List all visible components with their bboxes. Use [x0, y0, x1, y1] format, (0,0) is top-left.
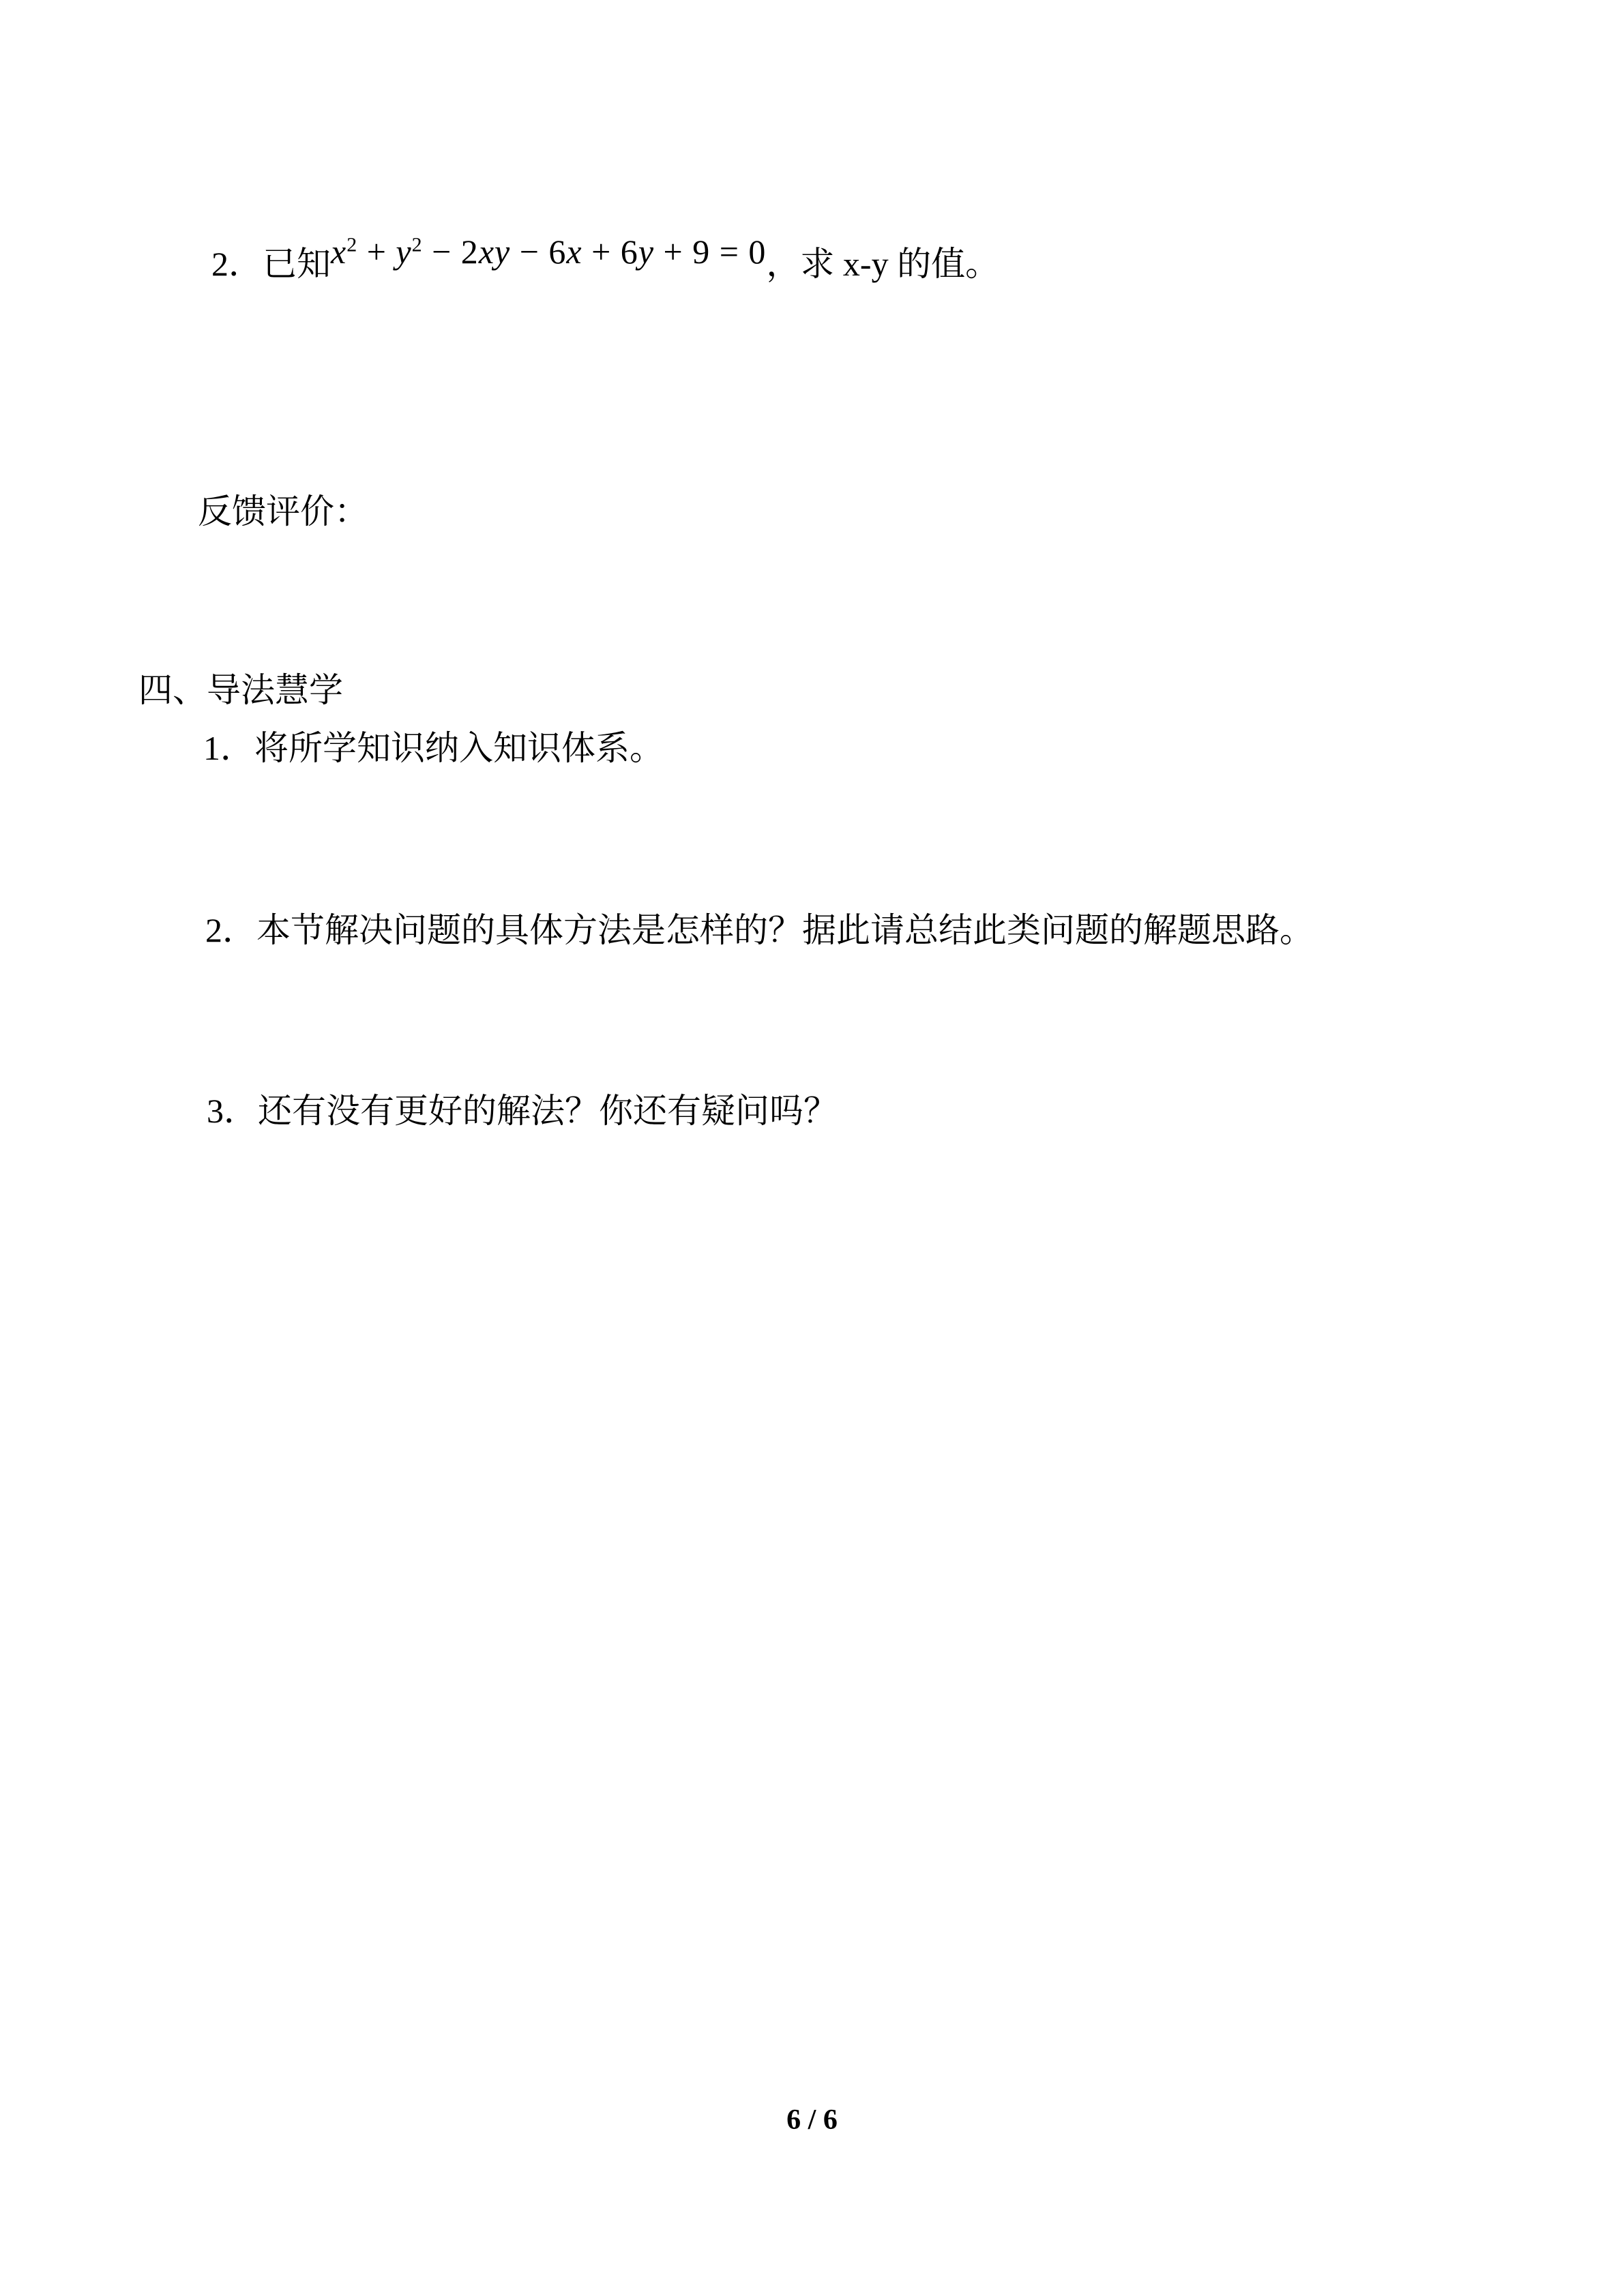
feedback-label — [198, 492, 368, 531]
equation-term: xy — [478, 233, 511, 271]
section-4-item-3-text: 3．还有没有更好的解法？你还有疑问吗？ — [207, 1092, 838, 1130]
equation-operator: − 2 — [422, 233, 479, 271]
problem-2-suffix: ，求 x-y 的值。 — [766, 245, 1000, 283]
section-4-heading-text: 四、导法慧学 — [138, 671, 343, 709]
page-number-text: 6 / 6 — [786, 2104, 838, 2136]
problem-2-equation — [331, 233, 766, 271]
equation-exponent: 2 — [411, 233, 423, 256]
equation-exponent: 2 — [346, 233, 358, 256]
problem-2-prefix: 2．已知 — [211, 245, 331, 283]
section-4-item-2 — [205, 910, 1314, 950]
section-4-heading — [138, 670, 343, 710]
equation-term: x — [331, 233, 347, 271]
equation-operator: + 9 = 0 — [654, 233, 767, 271]
section-4-item-2-text: 2．本节解决问题的具体方法是怎样的？据此请总结此类问题的解题思路。 — [205, 911, 1314, 949]
page-number — [0, 2104, 1624, 2136]
section-4-item-3 — [207, 1091, 838, 1131]
section-4-item-1-text: 1．将所学知识纳入知识体系。 — [203, 729, 664, 767]
equation-operator: − 6 — [510, 233, 567, 271]
section-4-item-1 — [203, 728, 664, 768]
equation-term: x — [566, 233, 582, 271]
equation-operator: + — [357, 233, 396, 271]
problem-2-line — [211, 232, 999, 284]
equation-term: y — [396, 233, 412, 271]
feedback-label-text: 反馈评价： — [198, 492, 368, 531]
equation-term: y — [638, 233, 655, 271]
equation-operator: + 6 — [582, 233, 638, 271]
